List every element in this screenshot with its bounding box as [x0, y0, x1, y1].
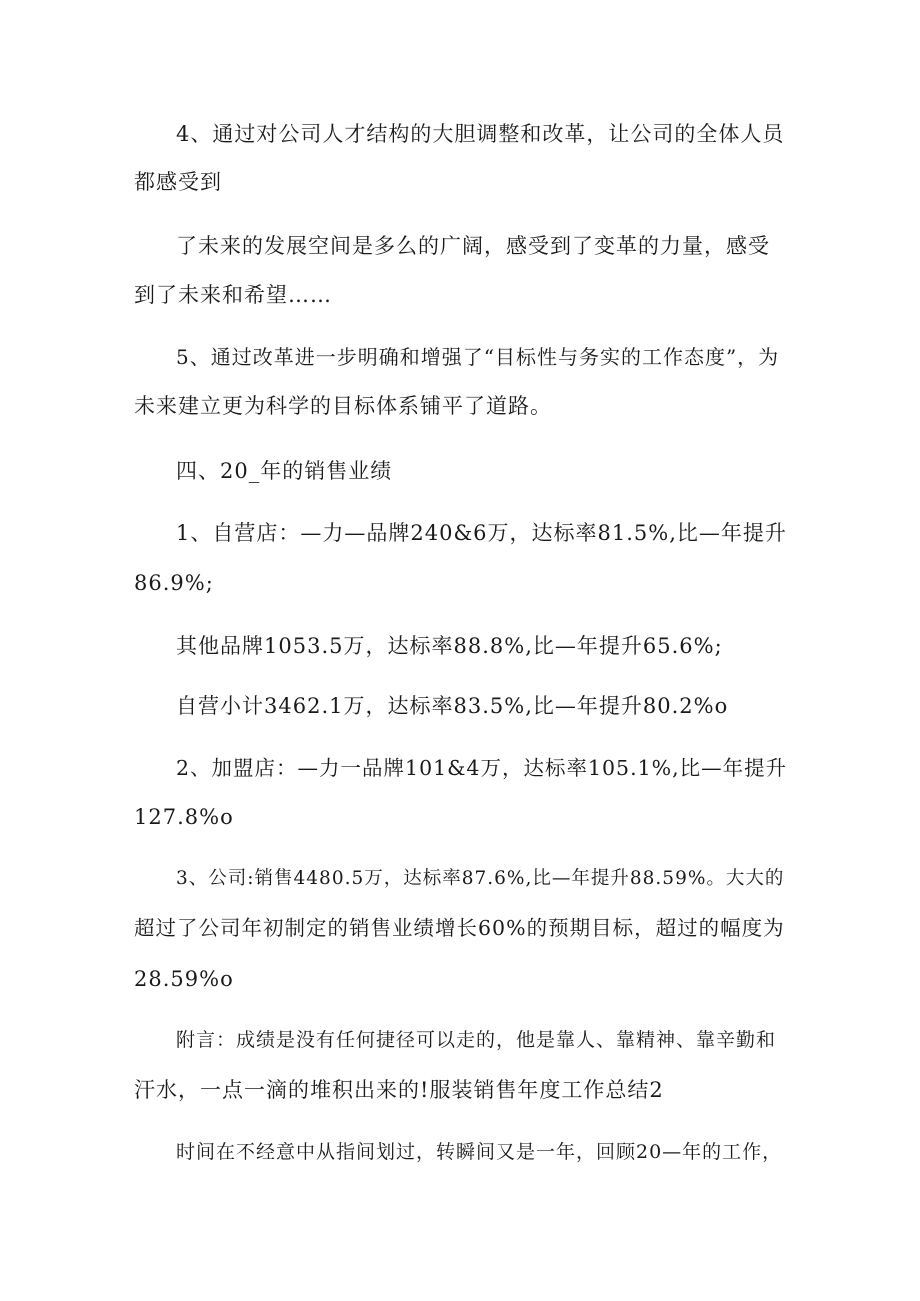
section-heading: 四、20_年的销售业绩 — [176, 459, 393, 483]
paragraph-line: 了未来的发展空间是多么的广阔，感受到了变革的力量，感受 — [176, 234, 770, 258]
paragraph-line: 时间在不经意中从指间划过，转瞬间又是一年，回顾20—年的工作， — [176, 1141, 783, 1163]
paragraph-line: 自营小计3462.1万，达标率83.5%,比—年提升80.2%o — [176, 694, 729, 718]
paragraph-line: 附言：成绩是没有任何捷径可以走的，他是靠人、靠精神、靠辛勤和 — [176, 1029, 777, 1051]
paragraph-line: 5、通过改革进一步明确和增强了“目标性与务实的工作态度”，为 — [176, 345, 780, 369]
paragraph-line: 汗水，一点一滴的堆积出来的!服装销售年度工作总结2 — [134, 1078, 664, 1102]
paragraph-line: 3、公司:销售4480.5万，达标率87.6%,比—年提升88.59%。大大的 — [176, 868, 785, 889]
paragraph-line: 86.9%; — [134, 571, 214, 595]
paragraph-line: 2、加盟店：—力一品牌101&4万，达标率105.1%,比—年提升 — [176, 756, 788, 780]
paragraph-line: 到了未来和希望…… — [134, 283, 332, 307]
paragraph-line: 未来建立更为科学的目标体系铺平了道路。 — [134, 394, 552, 418]
paragraph-line: 其他品牌1053.5万，达标率88.8%,比—年提升65.6%; — [176, 634, 723, 658]
paragraph-line: 4、通过对公司人才结构的大胆调整和改革，让公司的全体人员 — [176, 122, 785, 146]
paragraph-line: 1、自营店：—力—品牌240&6万，达标率81.5%,比—年提升 — [176, 521, 787, 545]
paragraph-line: 超过了公司年初制定的销售业绩增长60%的预期目标，超过的幅度为 — [134, 916, 785, 940]
paragraph-line: 28.59%o — [134, 967, 234, 991]
paragraph-line: 127.8%o — [134, 805, 234, 829]
paragraph-line: 都感受到 — [134, 170, 222, 194]
